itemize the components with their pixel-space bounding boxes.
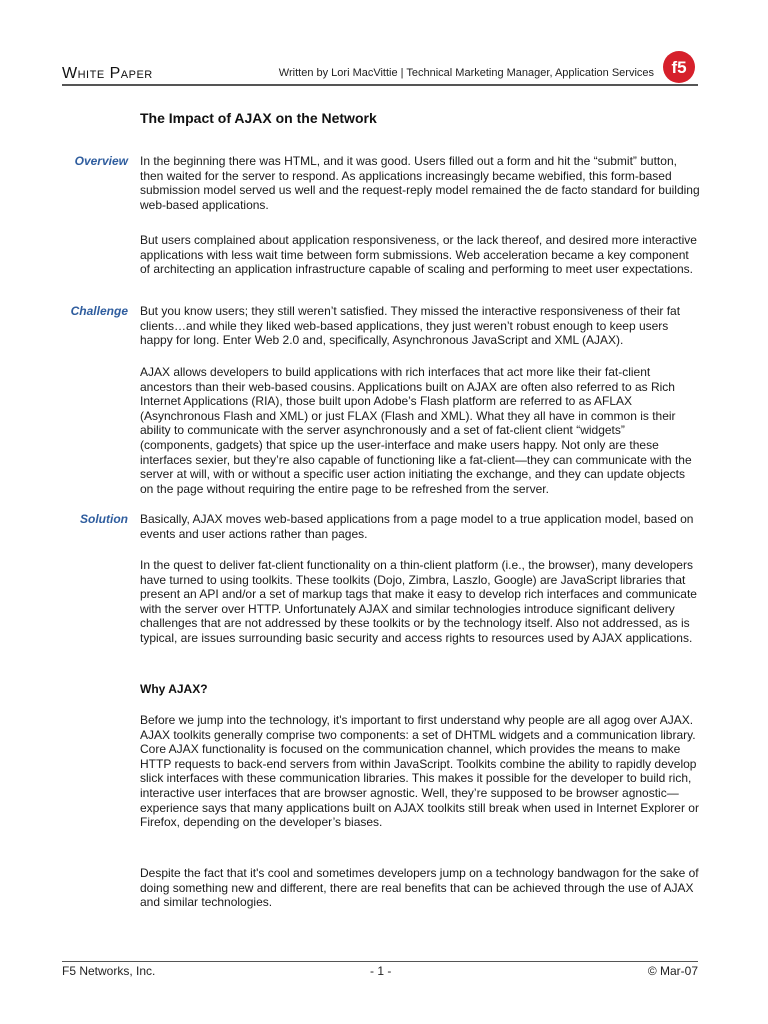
section-label-solution: Solution (80, 512, 128, 526)
document-type: White Paper (62, 65, 153, 82)
section-label-challenge: Challenge (70, 304, 128, 318)
author-line: Written by Lori MacVittie | Technical Marketing Manager, Application Services (278, 67, 654, 79)
paragraph-challenge-1: But you know users; they still weren’t satisfied. They missed the interactive responsiveness of their fat clients…and while they liked web-based applications, they just weren’t robust enough to keep users happy for long. Enter Web 2.0 and, specifically, Asynchronous JavaScript and XML (AJAX). (140, 304, 681, 348)
logo-text: f5 (671, 58, 687, 77)
paragraph-why-ajax-2: Despite the fact that it's cool and sometimes developers jump on a technology bandwagon for the sake of doing something new and different, there are real benefits that can be achieved through the use of AJAX and similar technologies. (140, 866, 699, 910)
footer-date: © Mar-07 (647, 964, 698, 978)
paragraph-challenge-2: AJAX allows developers to build applications with rich interfaces that act more like their fat-client ancestors than their web-based cousins. Applications built on AJAX are often also referred to as Rich Internet Applications (RIA), those built upon Adobe’s Flash platform are referred to as AFLAX (Asynchronous Flash and XML) or just FLAX (Flash and XML). What they all have in common is their ability to communicate with the server asynchronously and a set of fat-client client “widgets” (components, gadgets) that spice up the user-interface and make users happy. Not only are these interfaces sexier, but they’re also capable of functioning like a fat-client—they can communicate with the server at will, with or without a specific user action initiating the exchange, and they can update objects on the page without requiring the entire page to be refreshed from the server. (140, 365, 692, 496)
footer-divider (62, 961, 698, 962)
footer-company: F5 Networks, Inc. (62, 964, 156, 978)
paragraph-solution-1: Basically, AJAX moves web-based applications from a page model to a true application model, based on events and user actions rather than pages. (140, 512, 694, 541)
paragraph-why-ajax-1: Before we jump into the technology, it's important to first understand why people are all agog over AJAX. AJAX toolkits generally comprise two components: a set of DHTML widgets and a communication library. Core AJAX functionality is focused on the communication channel, which provides the means to make HTTP requests to back-end servers from within JavaScript. Toolkits combine the ability to rapidly develop slick interfaces with these communication libraries. This makes it possible for the developer to build rich, interactive user interfaces that are browser agnostic. Well, they’re supposed to be browser agnostic—experience says that many applications built on AJAX toolkits still break when used in Internet Explorer or Firefox, depending on the developer’s biases. (140, 713, 699, 830)
section-label-overview: Overview (74, 154, 128, 168)
page-title: The Impact of AJAX on the Network (140, 110, 377, 126)
paragraph-solution-2: In the quest to deliver fat-client functionality on a thin-client platform (i.e., the browser), many developers have turned to using toolkits. These toolkits (Dojo, Zimbra, Laszlo, Google) are JavaScript libraries that present an API and/or a set of markup tags that make it easy to develop rich interfaces and communicate with the server over HTTP. Unfortunately AJAX and similar technologies introduce significant delivery challenges that are not addressed by these toolkits or by the technology itself. Also not addressed, as is typical, are issues surrounding basic security and access rights to resources used by AJAX applications. (140, 558, 697, 645)
subheading-why-ajax: Why AJAX? (140, 682, 208, 696)
f5-logo (662, 50, 696, 84)
page-header (62, 55, 702, 85)
footer-page-number: - 1 - (370, 964, 392, 978)
paragraph-overview-1: In the beginning there was HTML, and it was good. Users filled out a form and hit the “submit” button, then waited for the server to respond. As applications increasingly became webified, this form-based submission model served us well and the request-reply model remained the de facto standard for building web-based applications. (140, 154, 700, 212)
paragraph-overview-2: But users complained about application responsiveness, or the lack thereof, and desired more interactive applications with less wait time between form submissions. Web acceleration became a key component of architecting an application infrastructure capable of scaling and performing to meet user expectations. (140, 233, 697, 277)
header-divider (62, 84, 698, 86)
